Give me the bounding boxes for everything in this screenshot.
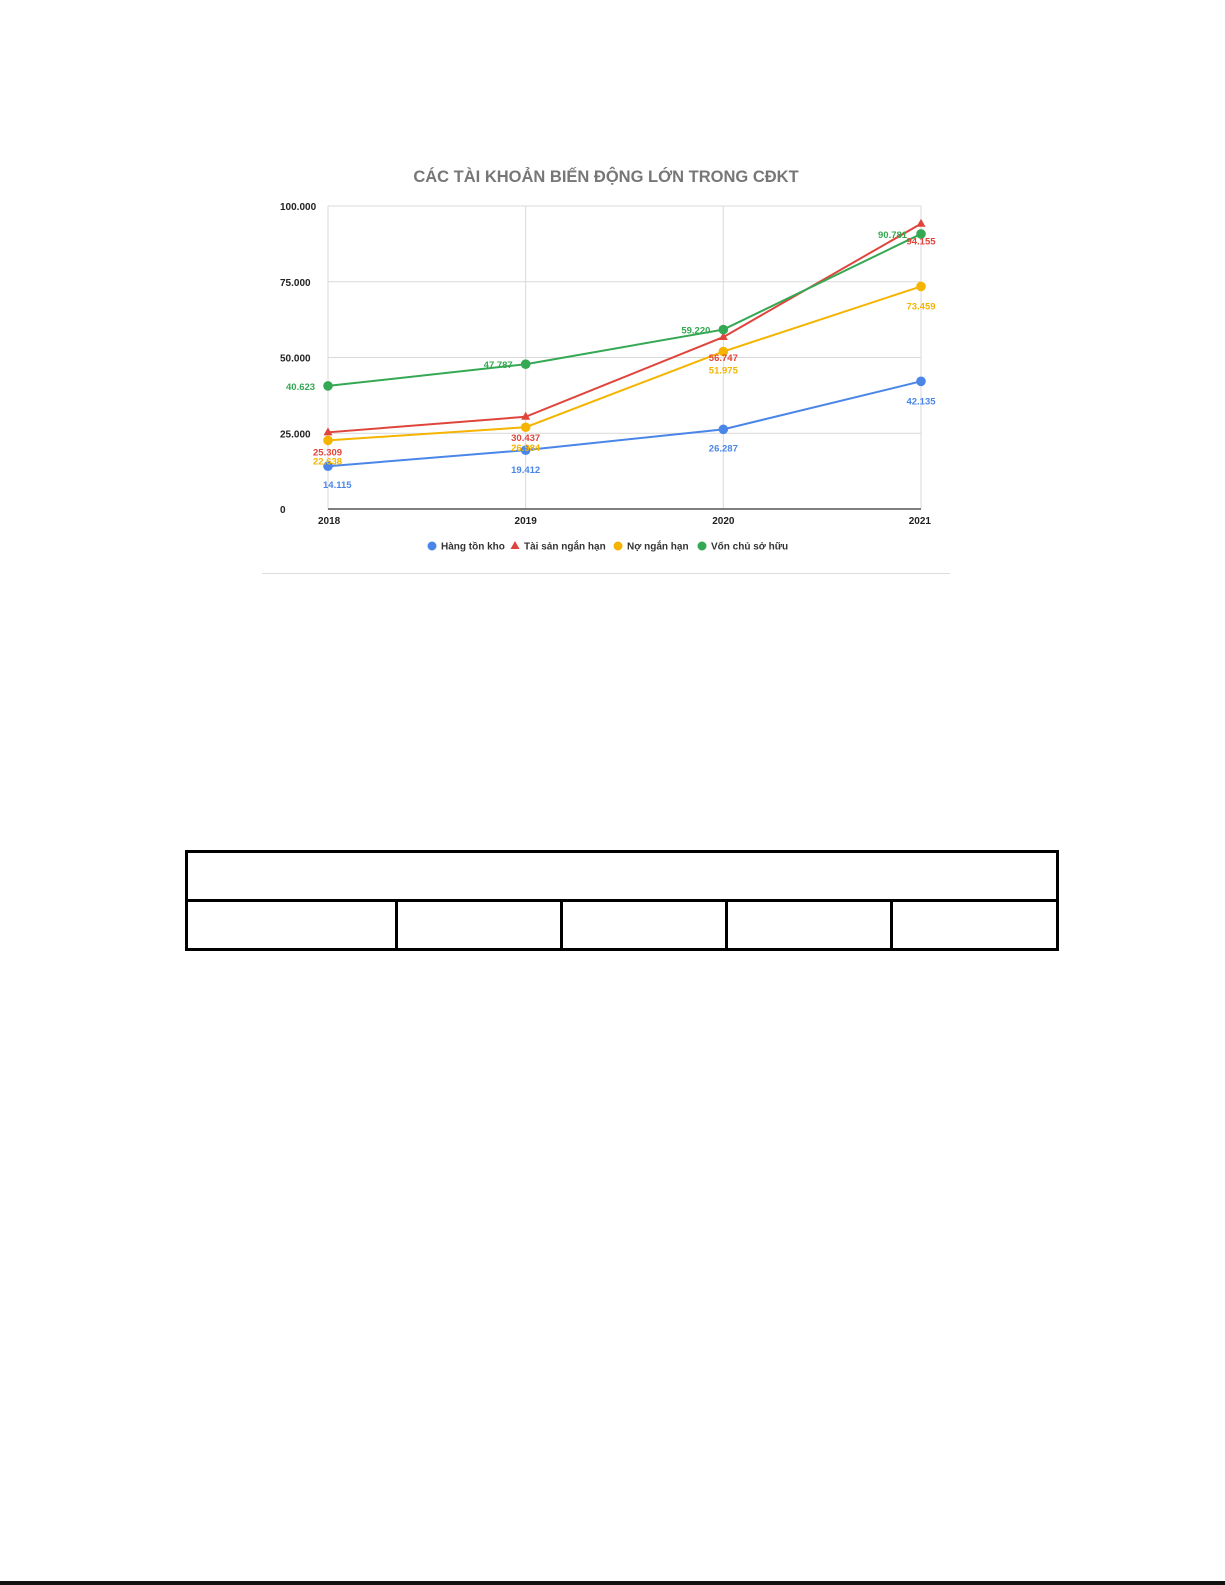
data-label: 26.287 — [708, 443, 738, 455]
data-label: 25.309 — [313, 447, 343, 459]
x-tick-label: 2021 — [908, 516, 931, 527]
table-row — [187, 901, 1058, 950]
data-point — [719, 425, 729, 435]
series-line — [328, 381, 921, 466]
chart-title: CÁC TÀI KHOẢN BIẾN ĐỘNG LỚN TRONG CĐKT — [413, 168, 799, 186]
data-point — [521, 422, 531, 432]
data-label: 26.984 — [511, 443, 541, 455]
table-cell — [727, 901, 892, 950]
data-point — [323, 381, 333, 391]
data-label: 94.155 — [906, 236, 936, 248]
data-label: 47.787 — [483, 360, 513, 372]
data-point — [719, 325, 729, 335]
data-label: 14.115 — [323, 480, 352, 492]
table-cell — [562, 901, 727, 950]
data-point — [916, 377, 926, 387]
y-tick-label: 100.000 — [280, 202, 317, 213]
series-line — [328, 224, 921, 433]
x-tick-label: 2018 — [318, 516, 341, 527]
line-chart — [262, 148, 950, 573]
data-label: 51.975 — [708, 365, 738, 377]
data-label: 40.623 — [286, 381, 316, 393]
data-label: 73.459 — [906, 301, 936, 313]
data-point — [916, 282, 926, 292]
table-header-row — [187, 852, 1058, 901]
y-tick-label: 50.000 — [280, 353, 311, 365]
data-label: 30.437 — [511, 432, 541, 444]
legend-label: Vốn chủ sở hữu — [711, 541, 789, 553]
legend-marker-triangle — [511, 541, 520, 549]
data-label: 90.781 — [878, 229, 908, 241]
series-line — [328, 286, 921, 440]
legend-marker — [698, 542, 707, 551]
data-point-triangle — [917, 219, 926, 227]
legend-marker — [428, 542, 437, 551]
axes — [280, 202, 931, 527]
y-tick-label: 0 — [280, 505, 286, 516]
data-point — [323, 436, 333, 446]
data-label: 22.638 — [313, 456, 343, 468]
table-cell — [892, 901, 1058, 950]
series-line — [328, 234, 921, 386]
table-cell — [187, 852, 1058, 901]
data-label: 19.412 — [511, 465, 541, 477]
y-tick-label: 75.000 — [280, 277, 311, 289]
y-tick-label: 25.000 — [280, 429, 311, 441]
chart-legend — [428, 540, 789, 553]
data-point — [521, 359, 531, 369]
x-tick-label: 2020 — [712, 516, 735, 527]
legend-label: Hàng tồn kho — [441, 541, 505, 553]
table-cell — [187, 901, 397, 950]
chart-card — [262, 148, 950, 574]
legend-label: Nợ ngắn hạn — [627, 541, 689, 553]
data-label: 42.135 — [906, 396, 936, 408]
data-label: 59.220 — [681, 325, 711, 337]
legend-marker — [614, 542, 623, 551]
table-cell — [397, 901, 562, 950]
data-label: 56.747 — [708, 353, 738, 365]
data-labels — [286, 230, 936, 491]
empty-table — [185, 850, 1059, 951]
grid-lines — [328, 206, 921, 509]
page-bottom-border — [0, 1581, 1225, 1585]
legend-label: Tài sản ngắn hạn — [524, 541, 606, 553]
x-tick-label: 2019 — [514, 516, 537, 527]
